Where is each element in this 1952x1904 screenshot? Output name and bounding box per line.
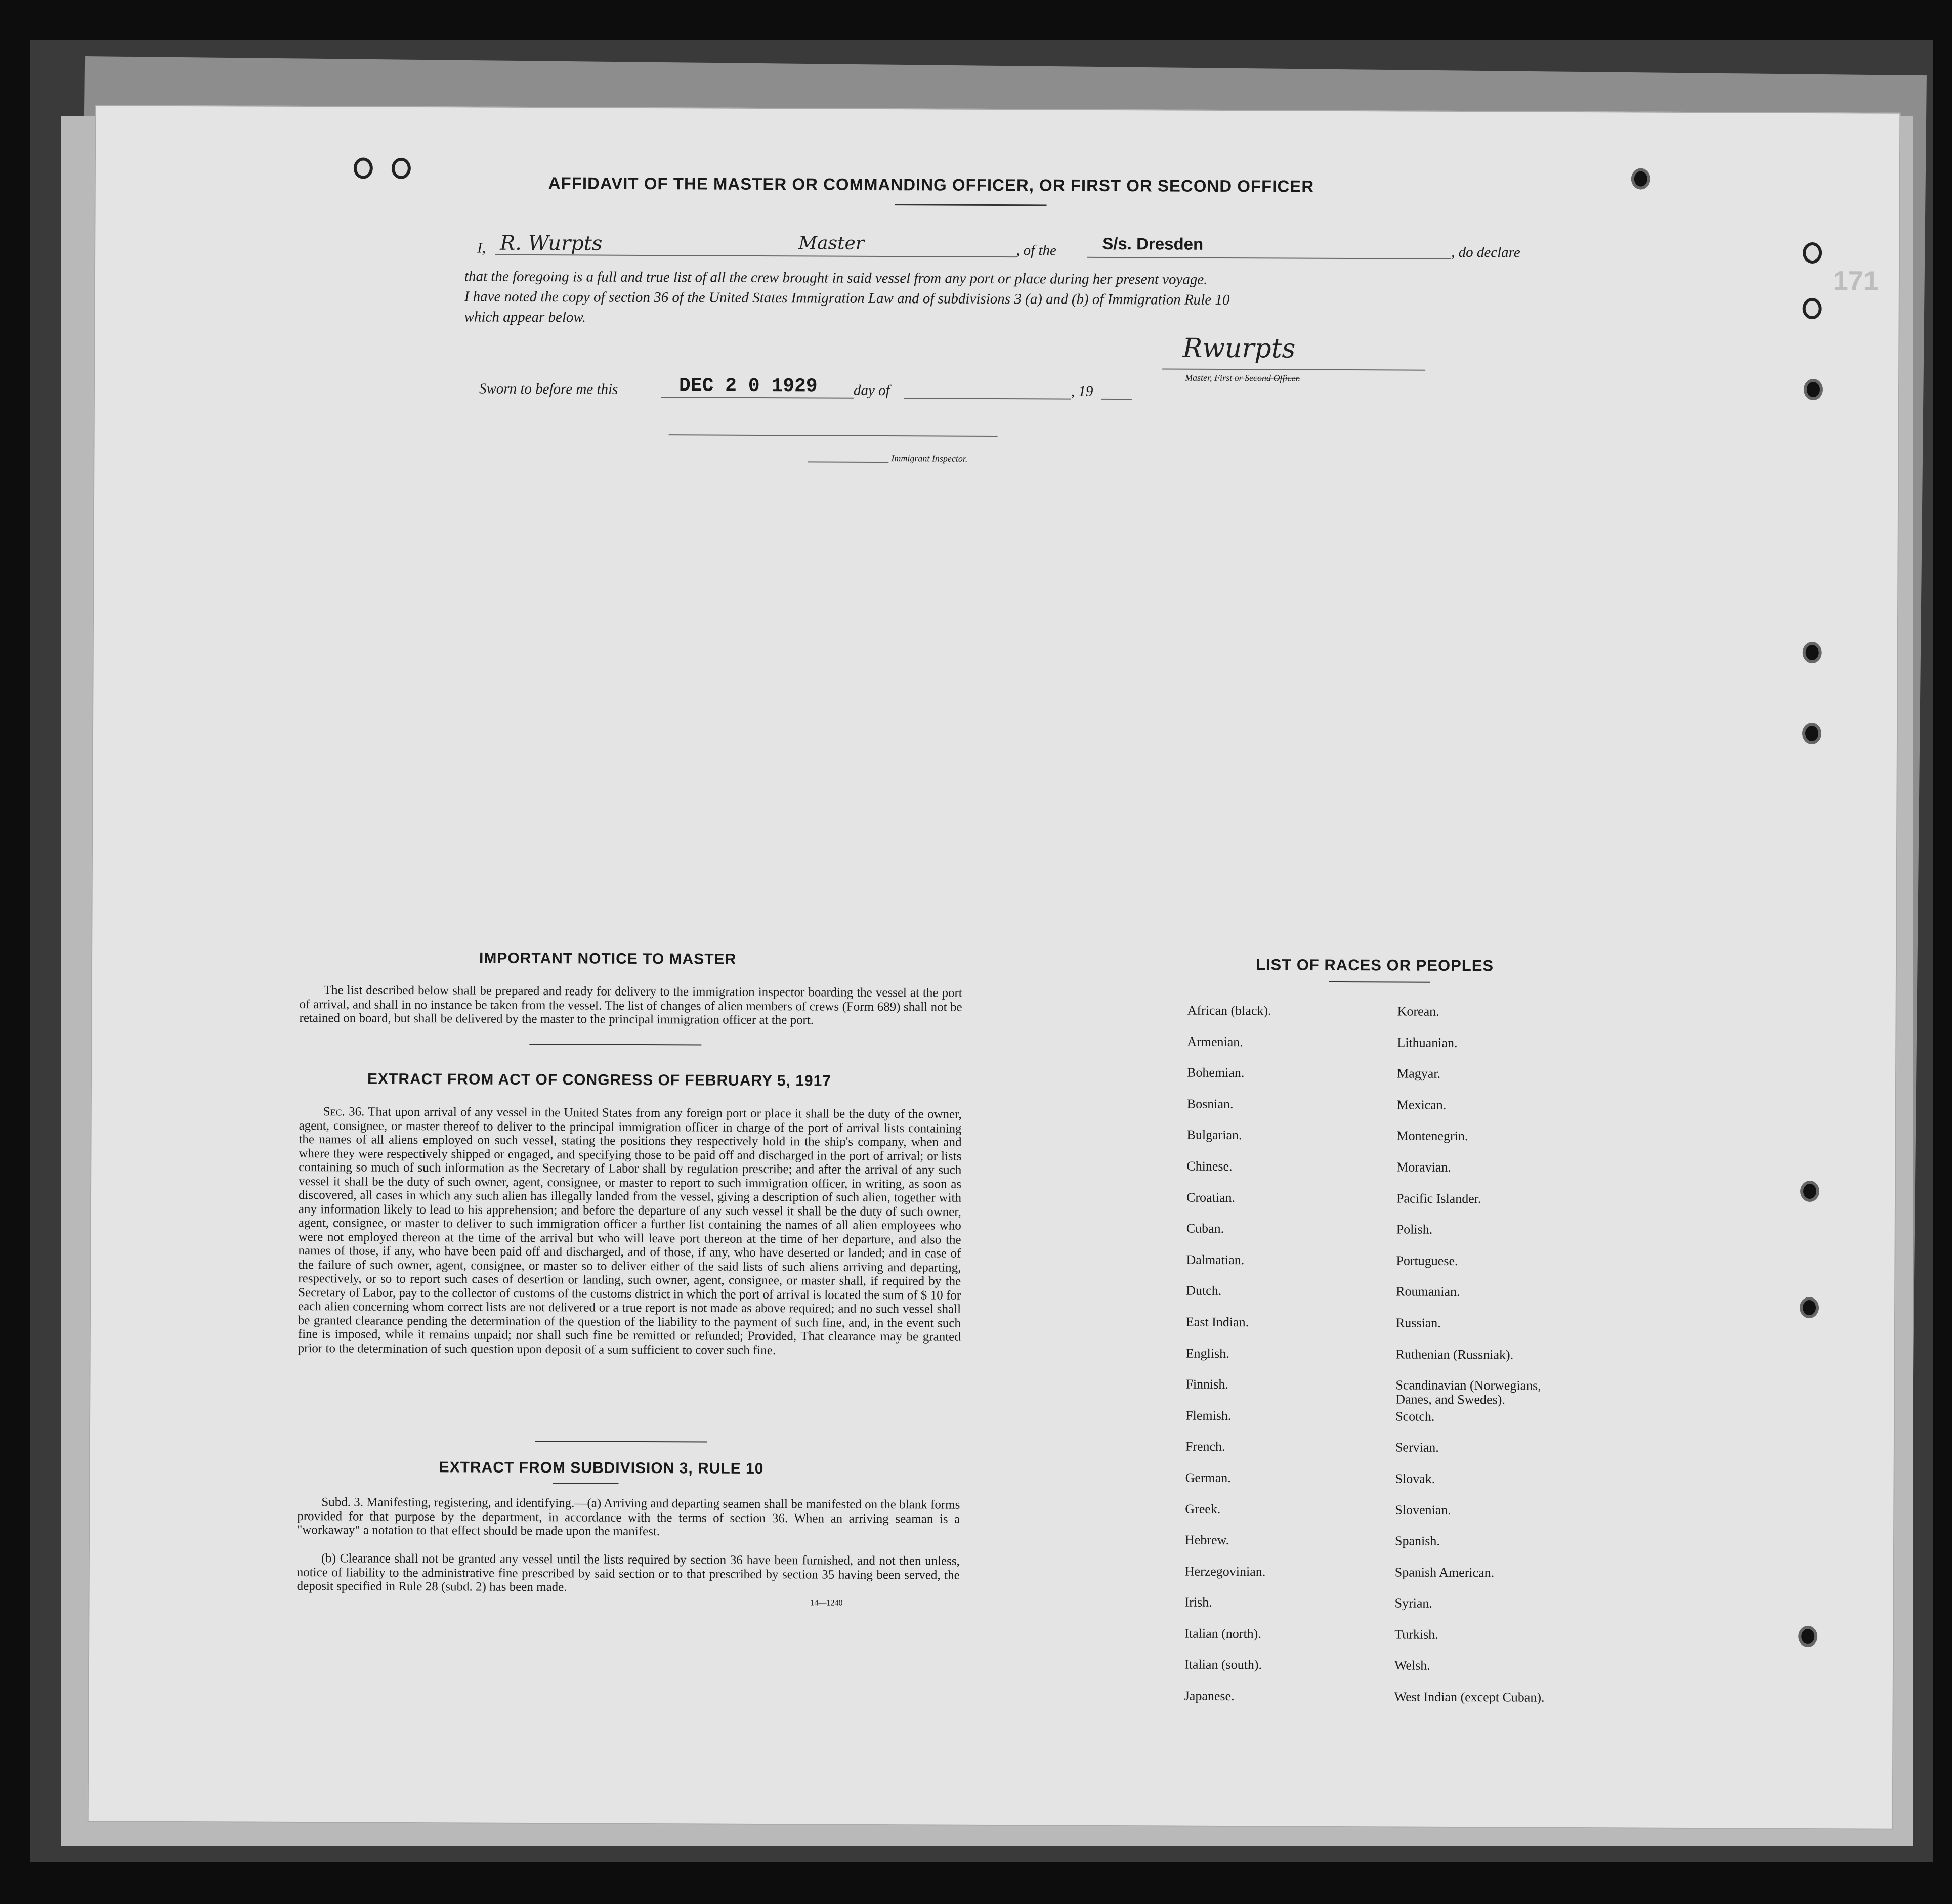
race-item: Flemish.	[1185, 1408, 1232, 1423]
race-item: Bohemian.	[1187, 1065, 1245, 1080]
inspector-name-line	[808, 461, 888, 463]
race-item: Magyar.	[1397, 1066, 1441, 1081]
declare-prefix: I,	[477, 240, 486, 256]
race-item: Scandinavian (Norwegians, Danes, and Swedes).	[1395, 1377, 1541, 1407]
race-item: Polish.	[1396, 1222, 1433, 1237]
month-line	[904, 398, 1071, 399]
race-item: Slovak.	[1395, 1471, 1435, 1486]
race-item: Hebrew.	[1185, 1532, 1229, 1548]
rule-para-a: Subd. 3. Manifesting, registering, and identifying.—(a) Arriving and departing seamen shall be manifested on the blank forms provided for that purpose by the department, in accordance with the terms of section 36. When an arriving seaman is a "workaway" a notation to that effect should be made upon the manifest.	[297, 1495, 960, 1539]
inspector-signature-line	[669, 434, 998, 437]
act-heading: EXTRACT FROM ACT OF CONGRESS OF FEBRUARY 5, 1917	[367, 1070, 832, 1090]
affidavit-heading: AFFIDAVIT OF THE MASTER OR COMMANDING OFFICER, OR FIRST OR SECOND OFFICER	[548, 174, 1314, 196]
race-item: Mexican.	[1396, 1097, 1447, 1112]
race-item: Montenegrin.	[1396, 1128, 1468, 1144]
form-number: 14—1240	[810, 1598, 843, 1608]
statement-line-1: that the foregoing is a full and true list of all the crew brought in said vessel from any port or place during her present voyage.	[464, 268, 1208, 288]
punch-hole-icon	[1800, 1297, 1819, 1318]
master-position: Master	[798, 233, 865, 254]
vessel-name: S/s. Dresden	[1102, 234, 1204, 253]
race-item: Portuguese.	[1396, 1253, 1458, 1268]
race-item: Chinese.	[1186, 1158, 1233, 1174]
race-item: Italian (south).	[1184, 1657, 1262, 1672]
punch-hole-icon	[1803, 242, 1822, 264]
race-item: Roumanian.	[1396, 1284, 1460, 1300]
date-stamp: DEC 2 0 1929	[678, 375, 818, 398]
race-item: Japanese.	[1184, 1688, 1235, 1704]
declare-suffix: , do declare	[1451, 244, 1520, 261]
race-item: Lithuanian.	[1397, 1035, 1458, 1050]
race-item: Finnish.	[1185, 1376, 1229, 1392]
races-column-2	[1394, 1004, 1610, 1721]
act-divider	[535, 1441, 707, 1442]
race-item: African (black).	[1187, 1003, 1271, 1018]
race-item: Armenian.	[1187, 1034, 1243, 1049]
race-item: Russian.	[1395, 1315, 1441, 1330]
master-signature: Rwurpts	[1182, 333, 1296, 364]
vessel-line	[1087, 257, 1451, 259]
rule-heading: EXTRACT FROM SUBDIVISION 3, RULE 10	[439, 1459, 764, 1478]
signature-caption-struck: First or Second Officer.	[1214, 372, 1301, 383]
race-item: Scotch.	[1395, 1409, 1435, 1424]
race-item: Spanish American.	[1394, 1565, 1495, 1580]
sworn-day-of: day of	[853, 382, 890, 399]
punch-hole-icon	[354, 157, 373, 179]
races-divider	[1329, 981, 1430, 983]
race-item: Syrian.	[1394, 1595, 1432, 1611]
act-section-lead: Sec. 36.	[323, 1105, 365, 1119]
race-item: Irish.	[1184, 1594, 1212, 1610]
signature-line	[1162, 368, 1425, 370]
race-item: Dutch.	[1186, 1283, 1222, 1299]
statement-line-3: which appear below.	[464, 309, 586, 326]
race-item: West Indian (except Cuban).	[1394, 1689, 1545, 1705]
heading-divider	[895, 204, 1047, 206]
of-the-label: , of the	[1016, 242, 1057, 259]
race-item: Moravian.	[1396, 1159, 1451, 1175]
race-item: Servian.	[1395, 1440, 1439, 1455]
race-item: Italian (north).	[1184, 1626, 1261, 1641]
punch-hole-icon	[1802, 723, 1821, 744]
notice-text: The list described below shall be prepared and ready for delivery to the immigration inspector boarding the vessel at the port of arrival, and shall in no instance be taken from the vessel. The list of changes of alien members of crews (Form 689) shall not be retained on board, but shall be delivered by the master to the principal immigration officer at the port.	[299, 983, 962, 1027]
race-item: German.	[1185, 1470, 1231, 1485]
punch-hole-icon	[1631, 168, 1650, 189]
page-number: 171	[1833, 266, 1879, 296]
punch-hole-icon	[1798, 1626, 1817, 1647]
year-line	[1101, 399, 1132, 400]
signature-caption-master: Master,	[1185, 372, 1212, 383]
races-column-1	[1184, 1004, 1380, 1721]
statement-line-2: I have noted the copy of section 36 of the United States Immigration Law and of subdivisions 3 (a) and (b) of Immigration Rule 10	[464, 288, 1230, 309]
form-page	[88, 105, 1901, 1830]
races-heading: LIST OF RACES OR PEOPLES	[1255, 956, 1494, 975]
notice-divider	[529, 1044, 701, 1045]
race-item: Cuban.	[1186, 1221, 1224, 1236]
race-item: French.	[1185, 1439, 1225, 1454]
rule-para-b: (b) Clearance shall not be granted any vessel until the lists required by section 36 have been furnished, and not then unless, notice of liability to the administrative fine prescribed by said section or to that prescribed by section 35 having been served, the deposit specified in Rule 28 (subd. 2) has been made.	[296, 1551, 960, 1594]
sworn-prefix: Sworn to before me this	[479, 380, 618, 398]
race-item: Bosnian.	[1186, 1096, 1234, 1111]
punch-hole-icon	[1800, 1181, 1819, 1202]
punch-hole-icon	[1803, 642, 1822, 663]
punch-hole-icon	[1803, 298, 1822, 319]
race-item: Herzegovinian.	[1184, 1564, 1266, 1579]
race-item: Bulgarian.	[1186, 1128, 1242, 1143]
punch-hole-icon	[1804, 379, 1823, 400]
race-item: Turkish.	[1394, 1627, 1438, 1642]
master-name: R. Wurpts	[500, 231, 603, 255]
signature-caption	[1185, 373, 1300, 384]
race-item: Ruthenian (Russniak).	[1395, 1347, 1514, 1362]
act-text	[298, 1105, 962, 1358]
sworn-year: , 19	[1071, 383, 1093, 400]
race-item: Spanish.	[1394, 1533, 1440, 1548]
race-item: Korean.	[1397, 1004, 1439, 1019]
notice-heading: IMPORTANT NOTICE TO MASTER	[479, 949, 737, 968]
race-item: Croatian.	[1186, 1190, 1236, 1205]
race-item: Greek.	[1185, 1501, 1221, 1517]
race-item: Pacific Islander.	[1396, 1191, 1481, 1206]
race-item: Welsh.	[1394, 1658, 1430, 1673]
punch-hole-icon	[392, 158, 411, 179]
inspector-caption: Immigrant Inspector.	[891, 453, 968, 464]
rule-heading-divider	[553, 1483, 619, 1484]
race-item: Slovenian.	[1395, 1502, 1451, 1518]
act-section-body: That upon arrival of any vessel in the United States from any foreign port or place it shall be the duty of the owner, agent, consignee, or master thereof to deliver to the principal immigration officer in charge of the port of arrival lists containing the names of all aliens employed on such vessel, stating the positions they respectively hold in the ship's company, when and where they were respectively shipped or engaged, and specifying those to be paid off and discharged in the port of arrival; or lists containing so much of such information as the Secretary of Labor shall by regulation prescribe; and after the arrival of any such vessel it shall be the duty of such owner, agent, consignee, or master to report to such immigration officer, in writing, as soon as discovered, all cases in which any such alien has illegally landed from the vessel, giving a description of such alien, together with any information likely to lead to his apprehension; and before the departure of any such vessel it shall be the duty of such owner, agent, consignee, or master to deliver to such immigration officer a further list containing the names of all alien employees who were not employed thereon at the time of the arrival but who will leave port thereon at the time of her departure, and also the names of those, if any, who have been paid off and discharged, and of those, if any, who have deserted or landed; and in case of the failure of such owner, agent, consignee, or master so to deliver either of the said lists of such aliens arriving and departing, respectively, or so to report such cases of desertion or landing, such owner, agent, consignee, or master shall, if required by the Secretary of Labor, pay to the collector of customs of the customs district in which the port of arrival is located the sum of $ 10 for each alien concerning whom correct lists are not delivered or a true report is not made as above required; and no such vessel shall be granted clearance pending the determination of the question of the liability to the payment of such fine, and, in the event such fine is imposed, while it remains unpaid; nor shall such fine be remitted or refunded; Provided, That clearance may be granted prior to the determination of such question upon deposit of a sum sufficient to cover such fine.	[298, 1105, 962, 1357]
race-item: Dalmatian.	[1186, 1252, 1245, 1267]
race-item: English.	[1185, 1346, 1229, 1361]
race-item: East Indian.	[1185, 1314, 1249, 1330]
